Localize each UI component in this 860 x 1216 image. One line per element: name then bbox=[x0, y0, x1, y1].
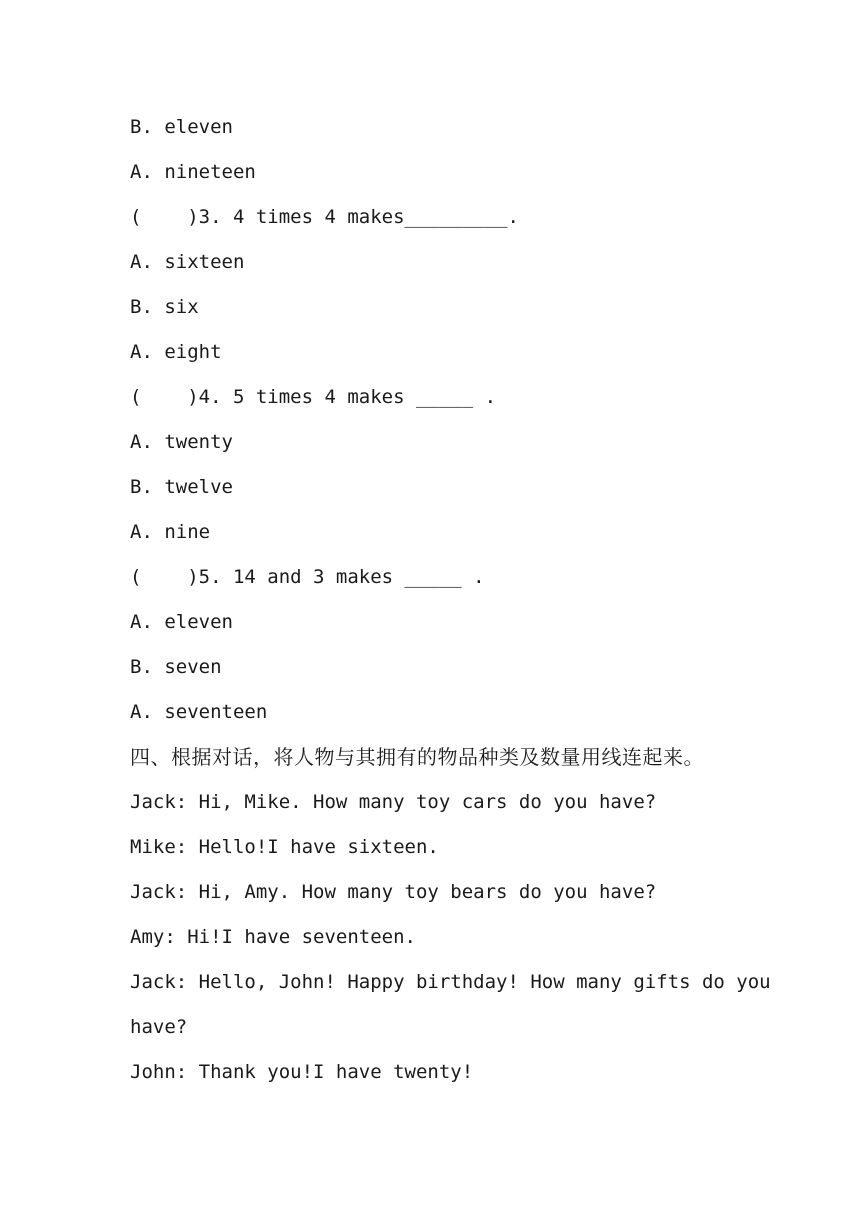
dialogue-line-5: Jack: Hello, John! Happy birthday! How many gifts do you bbox=[130, 971, 771, 993]
option-b-eleven: B. eleven bbox=[130, 116, 233, 138]
option-b-twelve: B. twelve bbox=[130, 476, 233, 498]
option-a-eight: A. eight bbox=[130, 341, 222, 363]
question-3: ( )3. 4 times 4 makes_________. bbox=[130, 206, 519, 228]
dialogue-line-2: Mike: Hello!I have sixteen. bbox=[130, 836, 439, 858]
option-b-seven: B. seven bbox=[130, 656, 222, 678]
dialogue-line-1: Jack: Hi, Mike. How many toy cars do you have? bbox=[130, 791, 657, 813]
dialogue-line-3: Jack: Hi, Amy. How many toy bears do you have? bbox=[130, 881, 657, 903]
option-a-sixteen: A. sixteen bbox=[130, 251, 245, 273]
option-a-nineteen: A. nineteen bbox=[130, 161, 256, 183]
option-a-eleven: A. eleven bbox=[130, 611, 233, 633]
dialogue-line-6: John: Thank you!I have twenty! bbox=[130, 1061, 474, 1083]
option-a-nine: A. nine bbox=[130, 521, 211, 543]
dialogue-line-5-continued: have? bbox=[130, 1016, 188, 1038]
option-a-seventeen: A. seventeen bbox=[130, 701, 268, 723]
dialogue-line-4: Amy: Hi!I have seventeen. bbox=[130, 926, 416, 948]
option-b-six: B. six bbox=[130, 296, 199, 318]
question-4: ( )4. 5 times 4 makes _____ . bbox=[130, 386, 497, 408]
option-a-twenty: A. twenty bbox=[130, 431, 233, 453]
document-content bbox=[130, 112, 770, 1102]
question-5: ( )5. 14 and 3 makes _____ . bbox=[130, 566, 485, 588]
section-four-heading: 四、根据对话，将人物与其拥有的物品种类及数量用线连起来。 bbox=[130, 745, 704, 769]
